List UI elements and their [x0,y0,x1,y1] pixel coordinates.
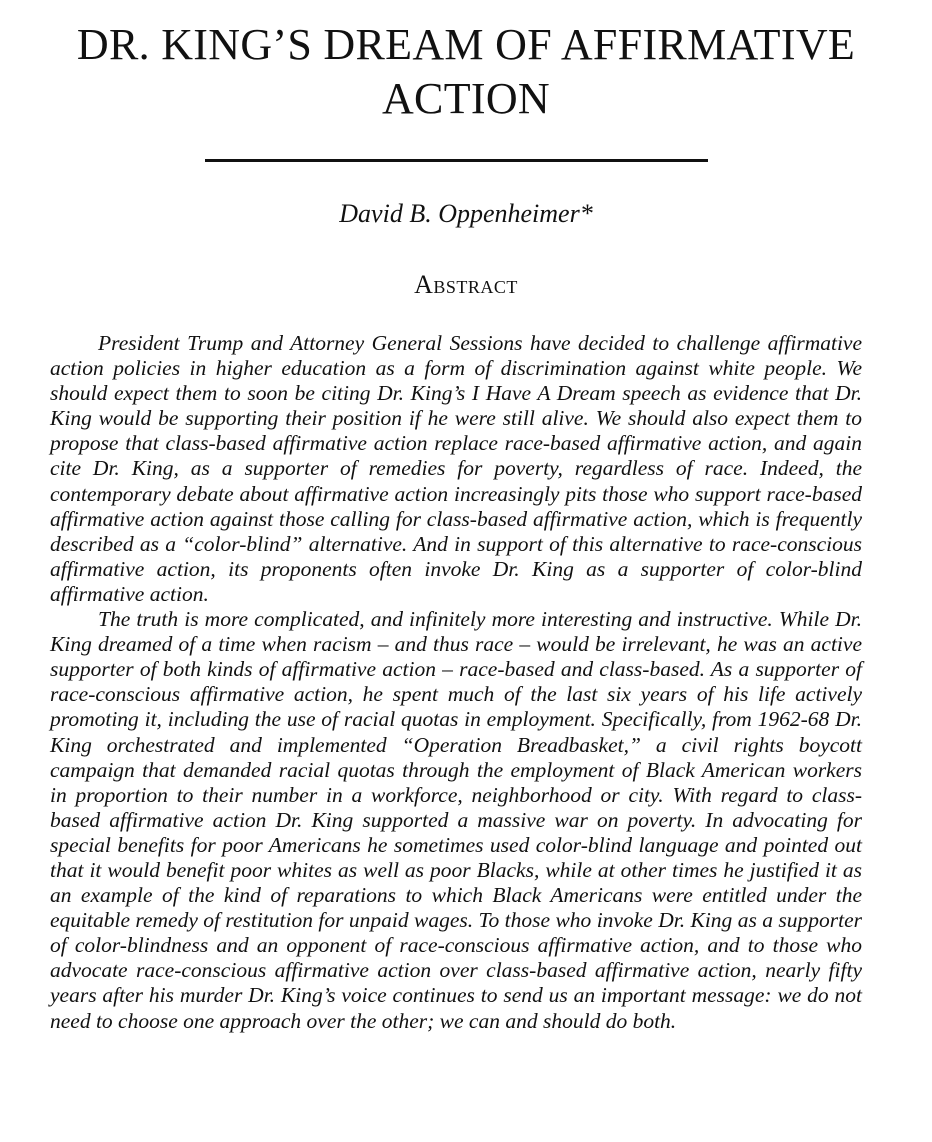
abstract-heading: Abstract [414,270,518,299]
author-name: David B. Oppenheimer* [339,199,593,228]
abstract-body [50,331,862,1034]
abstract-paragraph: The truth is more complicated, and infinitely more interesting and instructive. While Dr. King dreamed of a time when racism – and thus race – would be irrelevant, he was an active supporter of both kinds of affirmative action – race-based and class-based. As a supporter of race-conscious affirmative action, he spent much of the last six years of his life actively promoting it, including the use of racial quotas in employment. Specifically, from 1962-68 Dr. King orchestrated and implemented “Operation Breadbasket,” a civil rights boycott campaign that demanded racial quotas through the employment of Black American workers in proportion to their number in a workforce, neighborhood or city. With regard to class-based affirmative action Dr. King supported a massive war on poverty. In advocating for special benefits for poor Americans he sometimes used color-blind language and pointed out that it would benefit poor whites as well as poor Blacks, while at other times he justified it as an example of the kind of reparations to which Black Americans were entitled under the equitable remedy of restitution for unpaid wages. To those who invoke Dr. King as a supporter of color-blindness and an opponent of race-conscious affirmative action, and to those who advocate race-conscious affirmative action over class-based affirmative action, nearly fifty years after his murder Dr. King’s voice continues to send us an important message: we do not need to choose one approach over the other; we can and should do both. [50,607,862,1033]
article-title: DR. KING’S DREAM OF AFFIRMATIVE ACTION [76,20,856,123]
title-rule [205,159,708,162]
abstract-paragraph: President Trump and Attorney General Sessions have decided to challenge affirmative action policies in higher education as a form of discrimination against white people. We should expect them to soon be citing Dr. King’s I Have A Dream speech as evidence that Dr. King would be supporting their position if he were still alive. We should also expect them to propose that class-based affirmative action replace race-based affirmative action, and again cite Dr. King, as a supporter of remedies for poverty, regardless of race. Indeed, the contemporary debate about affirmative action increasingly pits those who support race-based affirmative action against those calling for class-based affirmative action, which is frequently described as a “color-blind” alternative. And in support of this alternative to race-conscious affirmative action, its proponents often invoke Dr. King as a supporter of color-blind affirmative action. [50,331,862,606]
